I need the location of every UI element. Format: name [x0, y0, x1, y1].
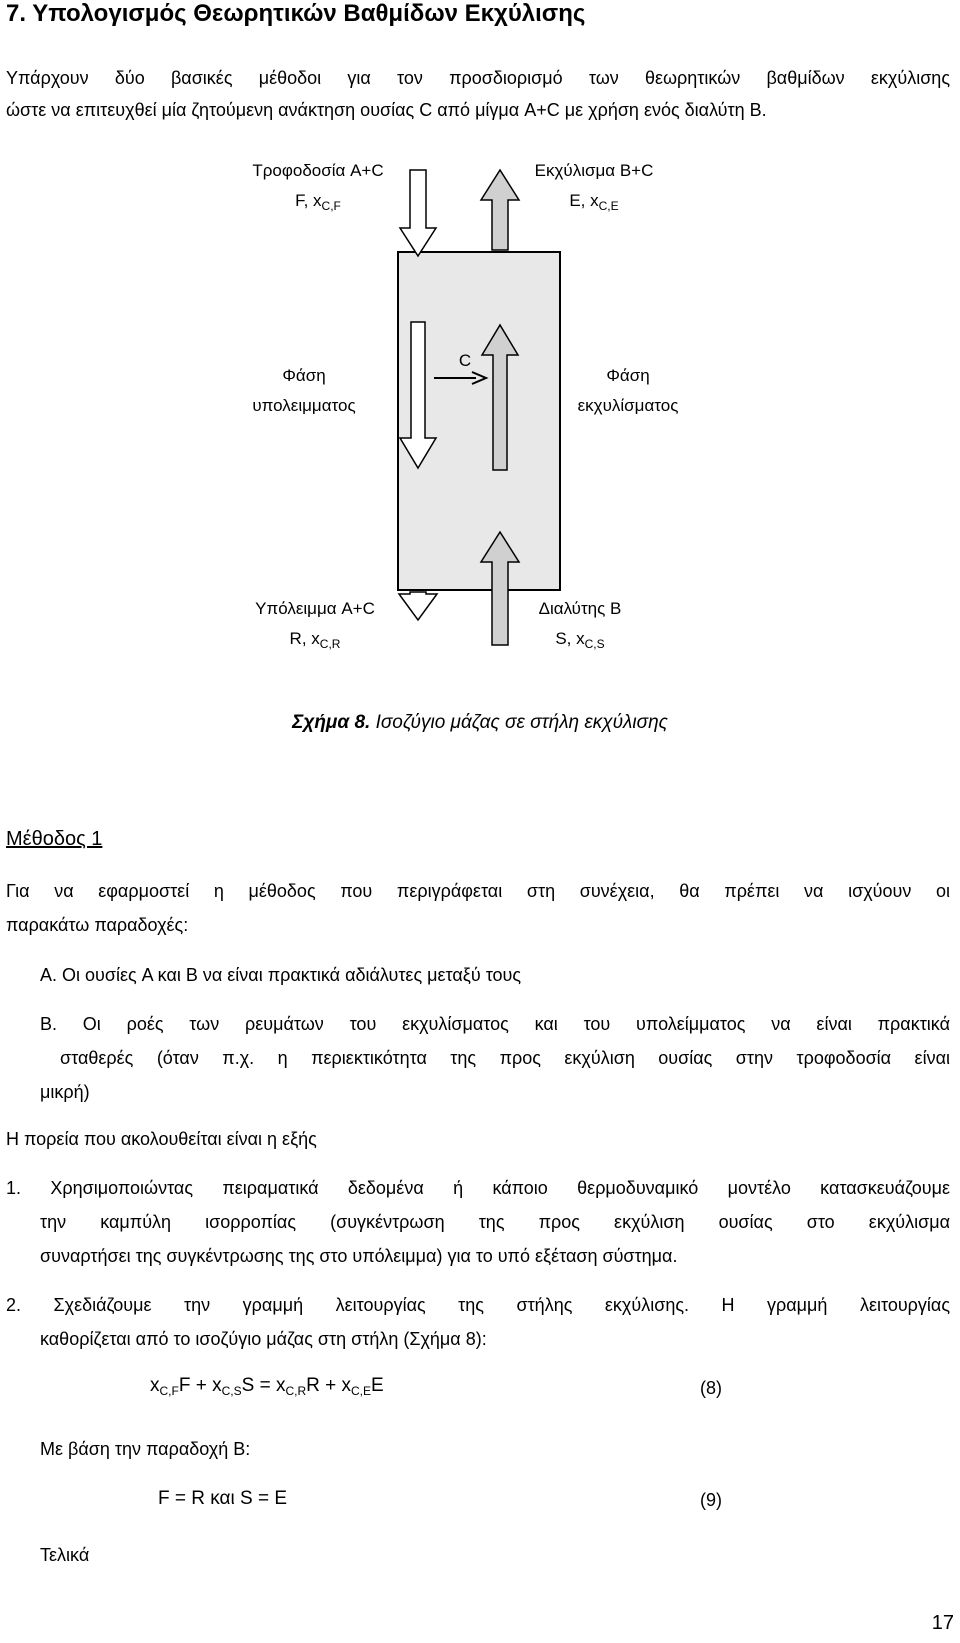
solvent-label: Διαλύτης B S, $x_{C,S}$: [538, 599, 622, 651]
extraction-column-diagram: [0, 0, 960, 700]
section-title: 7. Υπολογισμός Θεωρητικών Βαθμίδων Εκχύλισης: [6, 0, 586, 27]
raffinate-label: Υπόλειμμα A+C R, $x_{C,R}$: [255, 599, 375, 651]
step1-line-2: την καμπύλη ισορροπίας (συγκέντρωση της προς εκχύλιση ουσίας στο εκχύλισμα: [40, 1212, 950, 1232]
para1-line-2: παρακάτω παραδοχές:: [6, 915, 189, 935]
figure-caption: Σχήμα 8. Ισοζύγιο μάζας σε στήλη εκχύλισης: [292, 712, 668, 733]
transfer-label: C: [458, 351, 472, 370]
feed-label: Τροφοδοσία A+C F, $x_{C,F}$: [252, 161, 384, 213]
assumption-b-line-2: σταθερές (όταν π.χ. η περιεκτικότητα της προς εκχύλιση ουσίας στην τροφοδοσία είναι: [60, 1048, 950, 1068]
assumption-b-line-3: μικρή): [40, 1082, 90, 1102]
step1-line-1: 1. Χρησιμοποιώντας πειραματικά δεδομένα ή κάποιο θερμοδυναμικό μοντέλο κατασκευάζουμε: [6, 1178, 950, 1198]
step1-line-3: συναρτήσει της συγκέντρωσης της στο υπόλειμμα) για το υπό εξέταση σύστημα.: [40, 1246, 678, 1266]
equation-9-number: (9): [700, 1490, 722, 1510]
intro-line-2: ώστε να επιτευχθεί μία ζητούμενη ανάκτηση ουσίας C από μίγμα A+C με χρήση ενός διαλύτη B.: [6, 100, 767, 120]
step2-line-1: 2. Σχεδιάζουμε την γραμμή λειτουργίας της στήλης εκχύλισης. Η γραμμή λειτουργίας: [6, 1295, 950, 1315]
extract-phase-label: Φάση εκχυλίσματος: [577, 366, 679, 415]
procedure-intro: Η πορεία που ακολουθείται είναι η εξής: [6, 1129, 317, 1149]
based-on-text: Με βάση την παραδοχή B:: [40, 1439, 251, 1459]
page-number: 17: [931, 1612, 954, 1634]
intro-line-1: Υπάρχουν δύο βασικές μέθοδοι για τον προσδιορισμό των θεωρητικών βαθμίδων εκχύλισης: [6, 68, 950, 88]
method-heading: Μέθοδος 1: [6, 828, 103, 850]
equation-8-number: (8): [700, 1378, 722, 1398]
step2-line-2: καθορίζεται από το ισοζύγιο μάζας στη στήλη (Σχήμα 8):: [40, 1329, 487, 1349]
assumption-b-line-1: B. Οι ροές των ρευμάτων του εκχυλίσματος και του υπολείμματος να είναι πρακτικά: [40, 1014, 950, 1034]
finally-text: Τελικά: [40, 1545, 90, 1565]
equation-8: $x_{C,F}F + x_{C,S}S = x_{C,R}R + x_{C,E}E$: [150, 1375, 384, 1398]
extract-label: Εκχύλισμα B+C E, $x_{C,E}$: [534, 161, 654, 213]
assumption-a: A. Οι ουσίες A και B να είναι πρακτικά αδιάλυτες μεταξύ τους: [40, 965, 522, 985]
equation-9: F = R και S = E: [158, 1488, 288, 1509]
raffinate-phase-label: Φάση υπολειμματος: [252, 366, 356, 415]
para1-line-1: Για να εφαρμοστεί η μέθοδος που περιγράφεται στη συνέχεια, θα πρέπει να ισχύουν οι: [6, 881, 950, 901]
